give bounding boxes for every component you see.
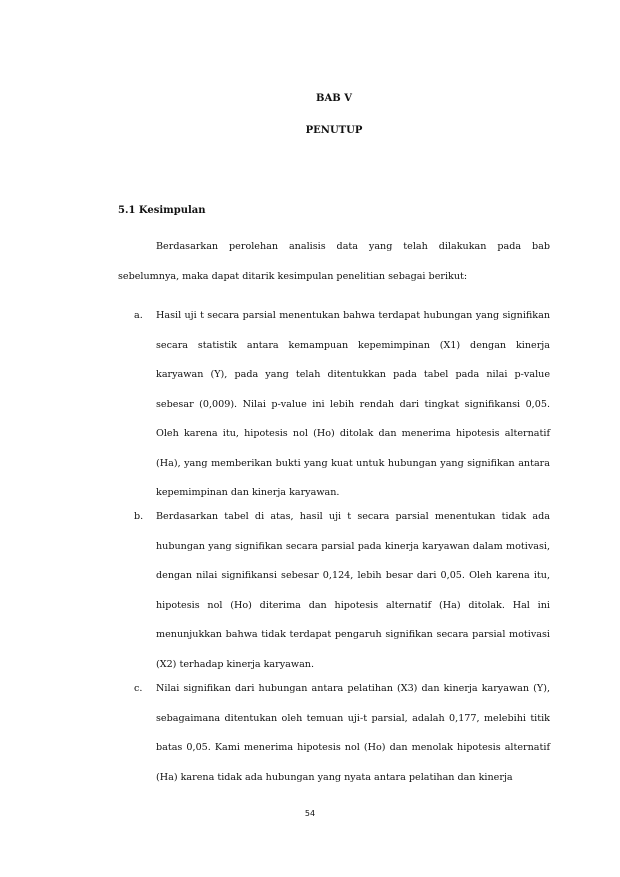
- page-number: 54: [304, 809, 316, 818]
- list-marker: c.: [134, 683, 143, 694]
- chapter-title: PENUTUP: [305, 125, 363, 136]
- intro-paragraph: Berdasarkan perolehan analisis data yang telah dilakukan pada bab sebelumnya, maka dapat ditarik kesimpulan penelitian sebagai berikut:: [118, 241, 550, 282]
- list-marker: b.: [134, 511, 144, 522]
- conclusion-item-b: [134, 502, 550, 679]
- conclusion-item-c: [134, 674, 550, 792]
- list-item-text: Hasil uji t secara parsial menentukan bahwa terdapat hubungan yang signifikan secara statistik antara kemampuan kepemimpinan (X1) dengan kinerja karyawan (Y), pada yang telah ditentukkan pada tabel pada nilai p-value sebesar (0,009). Nilai p-value ini lebih rendah dari tingkat signifikansi 0,05. Oleh karena itu, hipotesis nol (Ho) ditolak dan menerima hipotesis alternatif (Ha), yang memberikan bukti yang kuat untuk hubungan yang signifikan antara kepemimpinan dan kinerja karyawan.: [156, 310, 550, 498]
- chapter-label: BAB V: [316, 93, 352, 104]
- list-item-text: Berdasarkan tabel di atas, hasil uji t secara parsial menentukan tidak ada hubungan yang signifikan secara parsial pada kinerja karyawan dalam motivasi, dengan nilai signifikansi sebesar 0,124, lebih besar dari 0,05. Oleh karena itu, hipotesis nol (Ho) diterima dan hipotesis alternatif (Ha) ditolak. Hal ini menunjukkan bahwa tidak terdapat pengaruh signifikan secara parsial motivasi (X2) terhadap kinerja karyawan.: [156, 511, 550, 670]
- conclusion-item-a: [134, 301, 550, 508]
- list-marker: a.: [134, 310, 143, 321]
- list-item-text: Nilai signifikan dari hubungan antara pelatihan (X3) dan kinerja karyawan (Y), sebagaimana ditentukan oleh temuan uji-t parsial, adalah 0,177, melebihi titik batas 0,05. Kami menerima hipotesis nol (Ho) dan menolak hipotesis alternatif (Ha) karena tidak ada hubungan yang nyata antara pelatihan dan kinerja: [156, 683, 550, 783]
- section-heading: 5.1 Kesimpulan: [118, 205, 206, 216]
